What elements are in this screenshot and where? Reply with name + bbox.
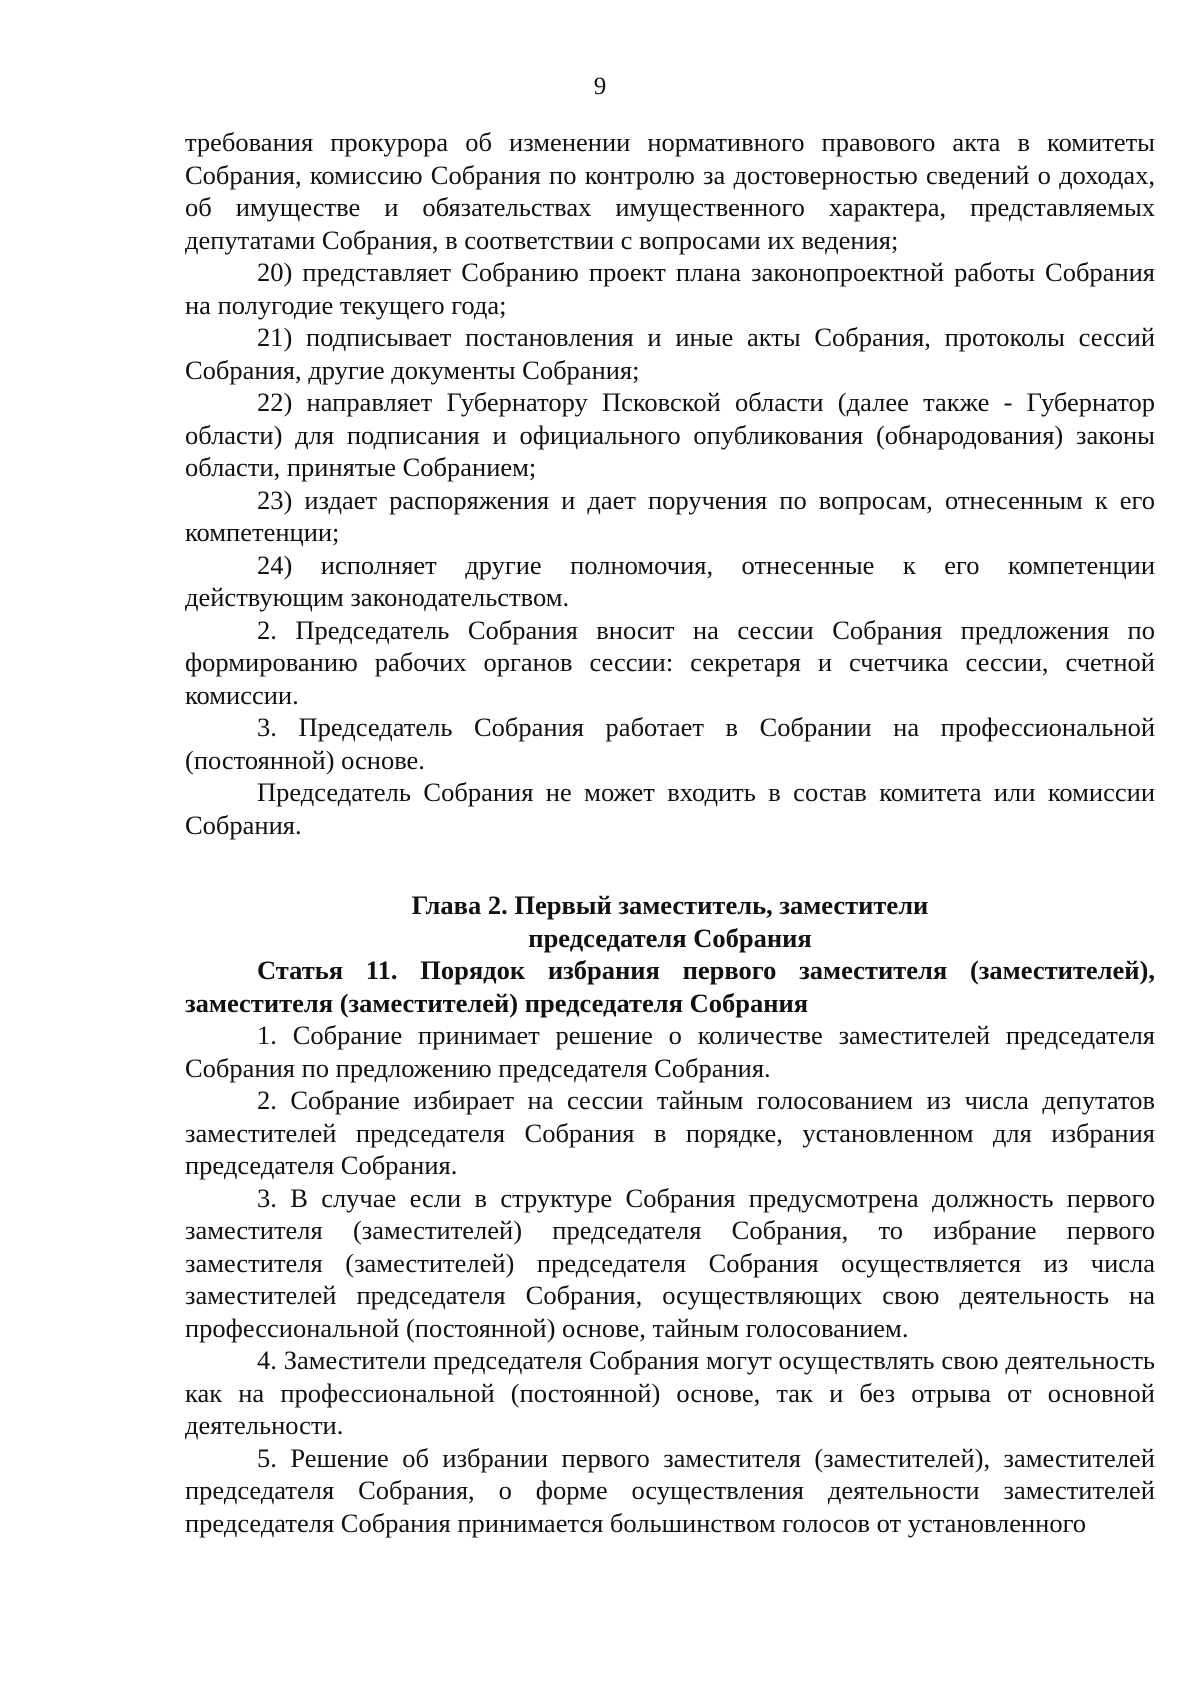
- document-body: [185, 126, 1155, 1539]
- paragraph-clause-3: 3. Председатель Собрания работает в Собрании на профессиональной (постоянной) основе.: [185, 712, 1155, 775]
- paragraph-item-20: 20) представляет Собранию проект плана законопроектной работы Собрания на полугодие текущего года;: [185, 257, 1155, 320]
- chapter-heading-line-2: председателя Собрания: [528, 922, 812, 953]
- paragraph-item-22: 22) направляет Губернатору Псковской области (далее также - Губернатор области) для подписания и официального опубликования (обнародования) законы области, принятые Собранием;: [185, 387, 1155, 482]
- article-paragraph-5: 5. Решение об избрании первого заместителя (заместителей), заместителей председателя Собрания, о форме осуществления деятельности заместителей председателя Собрания принимается большинством голосов от установленного: [185, 1442, 1155, 1538]
- chapter-heading-line-1: Глава 2. Первый заместитель, заместители: [411, 890, 929, 920]
- paragraph-item-23: 23) издает распоряжения и дает поручения по вопросам, отнесенным к его компетенции;: [185, 484, 1155, 547]
- article-paragraph-4: 4. Заместители председателя Собрания могут осуществлять свою деятельность как на профессиональной (постоянной) основе, так и без отрыва от основной деятельности.: [185, 1345, 1155, 1440]
- article-paragraph-3: 3. В случае если в структуре Собрания предусмотрена должность первого заместителя (заместителей) председателя Собрания, то избрание первого заместителя (заместителей) председателя Собрания осуществляется из числа заместителей председателя Собрания, осуществляющих свою деятельность на профессиональной (постоянной) основе, тайным голосованием.: [185, 1182, 1155, 1343]
- page-number: 9: [593, 73, 607, 100]
- paragraph-clause-3-continued: Председатель Собрания не может входить в состав комитета или комиссии Собрания.: [185, 777, 1155, 840]
- chapter-heading: [185, 889, 1155, 954]
- article-paragraph-2: 2. Собрание избирает на сессии тайным голосованием из числа депутатов заместителей председателя Собрания в порядке, установленном для избрания председателя Собрания.: [185, 1085, 1155, 1180]
- paragraph: требования прокурора об изменении нормативного правового акта в комитеты Собрания, комиссию Собрания по контролю за достоверностью сведений о доходах, об имуществе и обязательствах имущественного характера, представляемых депутатами Собрания, в соответствии с вопросами их ведения;: [185, 127, 1155, 255]
- paragraph-item-21: 21) подписывает постановления и иные акты Собрания, протоколы сессий Собрания, другие документы Собрания;: [185, 322, 1155, 385]
- article-heading: Статья 11. Порядок избрания первого заместителя (заместителей), заместителя (заместителей) председателя Собрания: [185, 955, 1155, 1018]
- paragraph-item-24: 24) исполняет другие полномочия, отнесенные к его компетенции действующим законодательством.: [185, 549, 1155, 612]
- paragraph-clause-2: 2. Председатель Собрания вносит на сессии Собрания предложения по формированию рабочих органов сессии: секретаря и счетчика сессии, счетной комиссии.: [185, 614, 1155, 710]
- article-paragraph-1: 1. Собрание принимает решение о количестве заместителей председателя Собрания по предложению председателя Собрания.: [185, 1020, 1155, 1083]
